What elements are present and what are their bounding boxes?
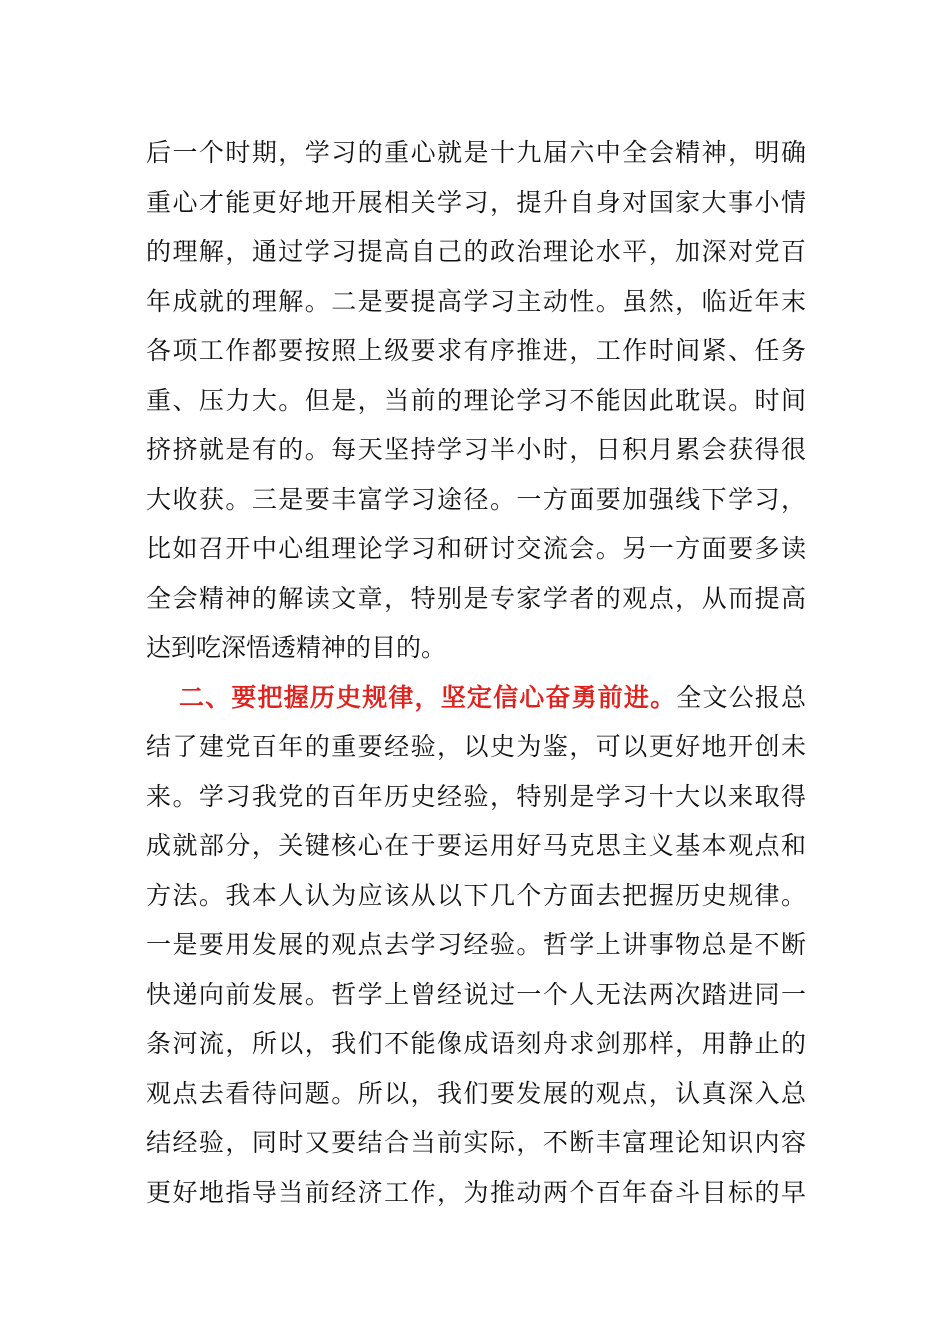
paragraph-2-line: 条河流，所以，我们不能像成语刻舟求剑那样，用静止的 [146,1029,806,1058]
paragraph-1-line: 重心才能更好地开展相关学习，提升自身对国家大事小情 [146,187,806,217]
paragraph-2-line: 成就部分，关键核心在于要运用好马克思主义基本观点和 [146,831,806,860]
paragraph-2-line: 快递向前发展。哲学上曾经说过一个人无法两次踏进同一 [146,979,806,1009]
paragraph-1-line: 的理解，通过学习提高自己的政治理论水平，加深对党百 [146,237,806,266]
paragraph-2-line: 来。学习我党的百年历史经验，特别是学习十大以来取得 [146,781,806,811]
paragraph-2-line: 结经验，同时又要结合当前实际，不断丰富理论知识内容 [146,1128,806,1157]
paragraph-1-line: 后一个时期，学习的重心就是十九届六中全会精神，明确 [146,138,806,167]
paragraph-1-line: 重、压力大。但是，当前的理论学习不能因此耽误。时间 [146,385,806,415]
paragraph-1-line: 大收获。三是要丰富学习途径。一方面要加强线下学习， [146,484,806,514]
paragraph-1-line: 挤挤就是有的。每天坚持学习半小时，日积月累会获得很 [146,435,806,464]
paragraph-1 [146,128,806,1217]
paragraph-2-line: 方法。我本人认为应该从以下几个方面去把握历史规律。 [146,880,806,910]
section-2-first-line [146,673,806,723]
paragraph-2-line: 更好地指导当前经济工作，为推动两个百年奋斗目标的早 [146,1177,806,1207]
paragraph-1-line: 各项工作都要按照上级要求有序推进，工作时间紧、任务 [146,336,806,365]
section-2-first-line-rest: 全文公报总 [676,682,806,712]
paragraph-1-line: 比如召开中心组理论学习和研讨交流会。另一方面要多读 [146,534,806,563]
paragraph-2-line: 一是要用发展的观点去学习经验。哲学上讲事物总是不断 [146,930,806,959]
paragraph-1-line: 全会精神的解读文章，特别是专家学者的观点，从而提高 [146,583,806,613]
section-2-heading: 二、要把握历史规律，坚定信心奋勇前进。 [179,682,677,712]
paragraph-1-line: 年成就的理解。二是要提高学习主动性。虽然，临近年末 [146,286,806,316]
paragraph-1-line: 达到吃深悟透精神的目的。 [146,633,447,662]
paragraph-2-line: 结了建党百年的重要经验，以史为鉴，可以更好地开创未 [146,732,806,761]
paragraph-2-line: 观点去看待问题。所以，我们要发展的观点，认真深入总 [146,1078,806,1108]
